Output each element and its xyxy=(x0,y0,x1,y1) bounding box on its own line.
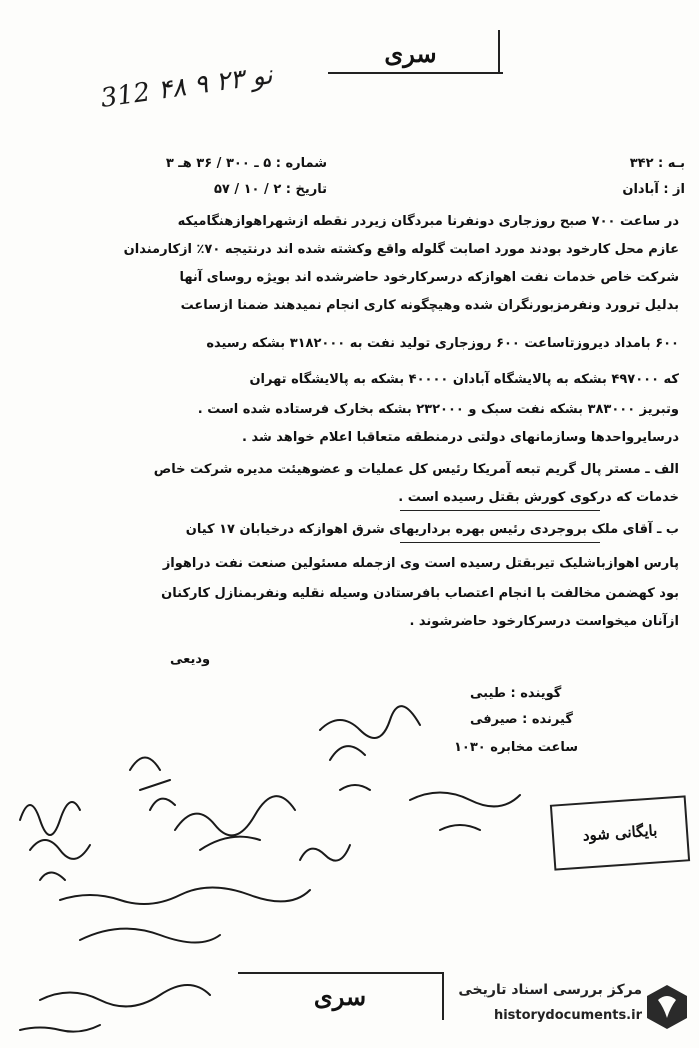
body-line: درسایرواحدها وسازمانهای دولتی درمنطقه متعاقبا اعلام خواهد شد . xyxy=(242,430,679,445)
body-line: وتبریز ۳۸۳۰۰۰ بشکه نفت سبک و ۲۳۲۰۰۰ بشکه بخارک فرستاده شده است . xyxy=(197,402,679,417)
classification-stamp-top: سری xyxy=(318,30,503,78)
classification-stamp-bottom: سری xyxy=(313,982,367,1011)
body-line: در ساعت ۷۰۰ صبح روزجاری دونفرنا مبردگان زیردر نقطه ازشهراهوازهنگامیکه xyxy=(177,214,679,229)
signoff-name: ودیعی xyxy=(170,652,211,667)
archive-watermark xyxy=(458,978,692,1040)
body-line: بود کهضمن مخالفت با انجام اعتصاب بافرستادن وسیله نقلیه ونفربمنازل کارکنان xyxy=(161,586,679,601)
body-line: ۶۰۰ بامداد دیروزتاساعت ۶۰۰ روزجاری تولید نفت به ۳۱۸۲۰۰۰ بشکه رسیده xyxy=(206,336,679,351)
transmission-time: ساعت مخابره ۱۰۳۰ xyxy=(454,740,579,755)
body-line: خدمات که درکوی کورش بقتل رسیده است . xyxy=(398,490,679,505)
body-line: شرکت خاص خدمات نفت اهوازکه درسرکارخود حاضرشده اند بویژه روسای آنها xyxy=(179,270,679,285)
body-line: ازآنان میخواست درسرکارخود حاضرشوند . xyxy=(409,614,679,629)
body-line: که ۴۹۷۰۰۰ بشکه به پالایشگاه آبادان ۴۰۰۰۰ بشکه به پالایشگاه تهران xyxy=(249,372,679,387)
handwritten-note-top: 312 ۴۸ ۹ ۲۳ نو xyxy=(98,60,275,114)
stamp-bracket xyxy=(498,30,500,74)
archive-logo-url: historydocuments.ir xyxy=(493,1008,642,1023)
body-line: بدلیل ترورد ونفرمزبورنگران شده وهیچگونه کاری انجام نمیدهند ضمنا ازساعت xyxy=(180,298,679,313)
body-line: عازم محل کارخود بودند مورد اصابت گلوله واقع وکشته شده اند درنتیجه ۷۰٪ ازکارمندان xyxy=(123,242,679,257)
archive-logo-title: مرکز بررسی اسناد تاریخی xyxy=(458,982,642,998)
body-line: پارس اهوازباشلیک تیربقتل رسیده است وی ازجمله مسئولین صنعت نفت دراهواز xyxy=(162,556,679,571)
document-date: تاریخ : ۲ / ۱۰ / ۵۷ xyxy=(213,182,327,197)
sender-line: از : آبادان xyxy=(622,182,685,197)
body-line: الف ـ مستر پال گریم تبعه آمریکا رئیس کل عملیات و عضوهیئت مدیره شرکت خاص xyxy=(153,462,679,477)
speaker-line: گوینده : طیبی xyxy=(470,686,562,701)
document-number: شماره : ۵ ـ ۳۰۰ / ۳۶ هـ ۳ xyxy=(165,156,327,171)
receiver-line: گیرنده : صیرفی xyxy=(470,712,573,727)
archive-seal-stamp: بایگانی شود xyxy=(550,795,690,870)
recipient-line: بـه : ۳۴۲ xyxy=(629,156,685,171)
body-line: ب ـ آقای ملک بروجردی رئیس بهره برداریهای شرق اهوازکه درخیابان ۱۷ کیان xyxy=(185,522,679,537)
archive-logo-icon xyxy=(644,982,690,1032)
handwritten-underline xyxy=(400,510,600,511)
handwritten-underline xyxy=(400,542,600,543)
